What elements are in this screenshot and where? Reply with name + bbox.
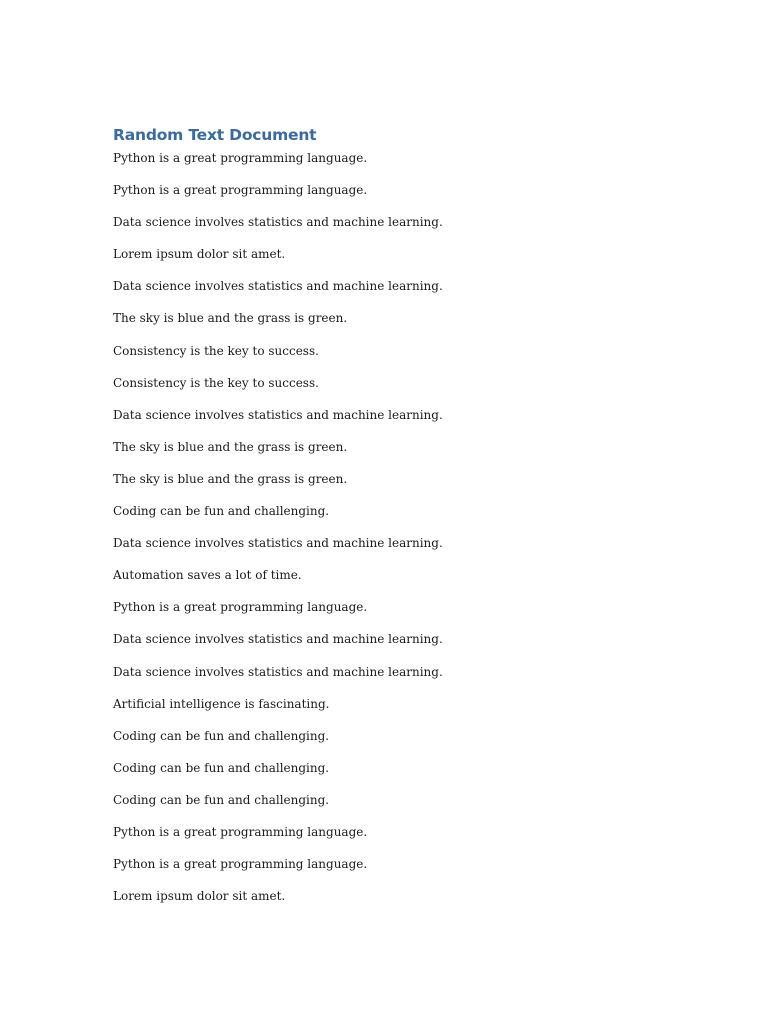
paragraph: Coding can be fun and challenging. <box>113 504 330 519</box>
paragraph: Data science involves statistics and machine learning. <box>113 664 443 679</box>
paragraph: Python is a great programming language. <box>113 857 368 872</box>
paragraph: The sky is blue and the grass is green. <box>113 311 348 326</box>
paragraph: Python is a great programming language. <box>113 183 368 198</box>
paragraph: The sky is blue and the grass is green. <box>113 439 348 454</box>
paragraph: Data science involves statistics and machine learning. <box>113 215 443 230</box>
paragraph: Lorem ipsum dolor sit amet. <box>113 889 286 904</box>
paragraph: Coding can be fun and challenging. <box>113 792 330 807</box>
paragraph: Python is a great programming language. <box>113 824 368 839</box>
paragraph: Consistency is the key to success. <box>113 343 319 358</box>
paragraph: The sky is blue and the grass is green. <box>113 471 348 486</box>
paragraph: Lorem ipsum dolor sit amet. <box>113 247 286 262</box>
paragraph: Artificial intelligence is fascinating. <box>113 696 330 711</box>
paragraph-list <box>113 149 443 919</box>
paragraph: Coding can be fun and challenging. <box>113 728 330 743</box>
document-title: Random Text Document <box>113 126 317 144</box>
paragraph: Automation saves a lot of time. <box>113 568 302 583</box>
paragraph: Consistency is the key to success. <box>113 375 319 390</box>
paragraph: Data science involves statistics and machine learning. <box>113 407 443 422</box>
paragraph: Coding can be fun and challenging. <box>113 760 330 775</box>
paragraph: Data science involves statistics and machine learning. <box>113 536 443 551</box>
paragraph: Data science involves statistics and machine learning. <box>113 632 443 647</box>
paragraph: Python is a great programming language. <box>113 600 368 615</box>
paragraph: Python is a great programming language. <box>113 151 368 165</box>
paragraph: Data science involves statistics and machine learning. <box>113 279 443 294</box>
